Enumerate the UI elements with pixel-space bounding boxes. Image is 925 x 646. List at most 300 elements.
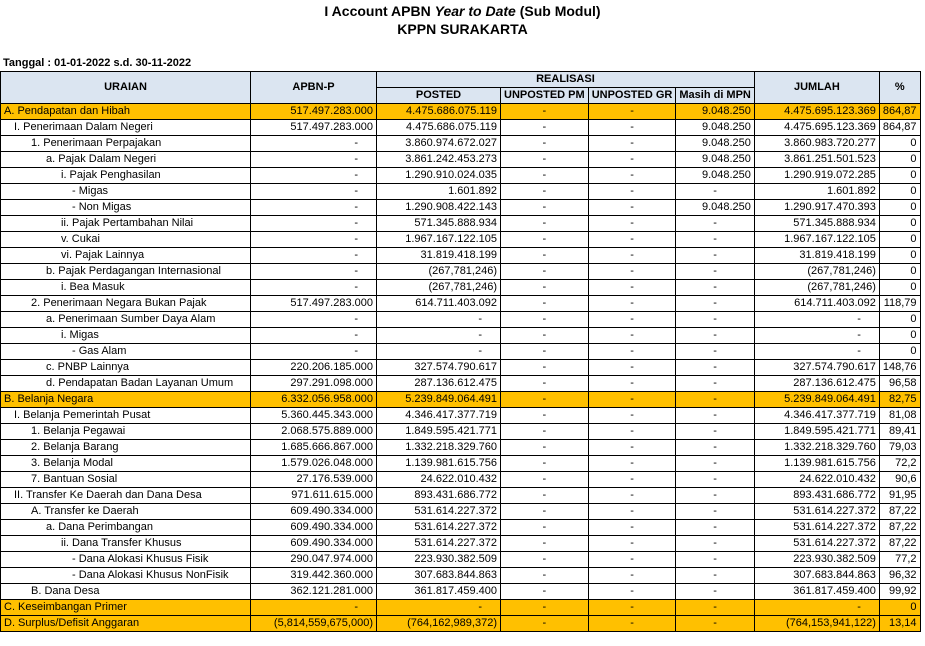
jumlah-cell: - — [754, 344, 879, 360]
unposted-gr-cell: - — [588, 376, 676, 392]
table-row — [1, 456, 921, 472]
row-label: - Migas — [1, 184, 251, 200]
apbn-cell: - — [251, 136, 377, 152]
table-row — [1, 216, 921, 232]
pct-cell: 864,87 — [879, 120, 920, 136]
masih-mpn-cell: 9.048.250 — [676, 152, 755, 168]
masih-mpn-cell: 9.048.250 — [676, 104, 755, 120]
masih-mpn-cell: - — [676, 360, 755, 376]
unposted-gr-cell: - — [588, 328, 676, 344]
row-label: a. Dana Perimbangan — [1, 520, 251, 536]
unposted-pm-cell: - — [501, 136, 589, 152]
jumlah-cell: 3.861.251.501.523 — [754, 152, 879, 168]
posted-cell: - — [377, 344, 501, 360]
masih-mpn-cell: - — [676, 216, 755, 232]
apbn-cell: 290.047.974.000 — [251, 552, 377, 568]
jumlah-cell: - — [754, 600, 879, 616]
unposted-pm-cell: - — [501, 408, 589, 424]
row-label: d. Pendapatan Badan Layanan Umum — [1, 376, 251, 392]
apbn-cell: - — [251, 152, 377, 168]
pct-cell: 0 — [879, 216, 920, 232]
masih-mpn-cell: - — [676, 184, 755, 200]
jumlah-cell: 327.574.790.617 — [754, 360, 879, 376]
masih-mpn-cell: - — [676, 296, 755, 312]
unposted-gr-cell: - — [588, 616, 676, 632]
row-label: A. Transfer ke Daerah — [1, 504, 251, 520]
unposted-pm-cell: - — [501, 552, 589, 568]
apbn-cell: 220.206.185.000 — [251, 360, 377, 376]
unposted-gr-cell: - — [588, 312, 676, 328]
masih-mpn-cell: - — [676, 280, 755, 296]
unposted-gr-cell: - — [588, 232, 676, 248]
unposted-gr-cell: - — [588, 200, 676, 216]
masih-mpn-cell: - — [676, 456, 755, 472]
masih-mpn-cell: - — [676, 504, 755, 520]
posted-cell: (764,162,989,372) — [377, 616, 501, 632]
posted-cell: 307.683.844.863 — [377, 568, 501, 584]
posted-cell: 1.290.908.422.143 — [377, 200, 501, 216]
header-unposted-pm: UNPOSTED PM — [501, 88, 589, 104]
unposted-gr-cell: - — [588, 296, 676, 312]
row-label: 1. Penerimaan Perpajakan — [1, 136, 251, 152]
posted-cell: 3.861.242.453.273 — [377, 152, 501, 168]
jumlah-cell: (764,153,941,122) — [754, 616, 879, 632]
apbn-cell: 609.490.334.000 — [251, 520, 377, 536]
row-label: i. Migas — [1, 328, 251, 344]
posted-cell: 1.290.910.024.035 — [377, 168, 501, 184]
jumlah-cell: 361.817.459.400 — [754, 584, 879, 600]
pct-cell: 90,6 — [879, 472, 920, 488]
unposted-pm-cell: - — [501, 280, 589, 296]
table-row — [1, 152, 921, 168]
jumlah-cell: 614.711.403.092 — [754, 296, 879, 312]
masih-mpn-cell: - — [676, 616, 755, 632]
unposted-pm-cell: - — [501, 472, 589, 488]
unposted-pm-cell: - — [501, 264, 589, 280]
apbn-cell: 517.497.283.000 — [251, 104, 377, 120]
posted-cell: 361.817.459.400 — [377, 584, 501, 600]
posted-cell: 1.849.595.421.771 — [377, 424, 501, 440]
pct-cell: 0 — [879, 248, 920, 264]
header-apbn: APBN-P — [251, 72, 377, 104]
unposted-gr-cell: - — [588, 456, 676, 472]
table-row — [1, 312, 921, 328]
table-row — [1, 440, 921, 456]
pct-cell: 0 — [879, 264, 920, 280]
masih-mpn-cell: - — [676, 600, 755, 616]
jumlah-cell: 223.930.382.509 — [754, 552, 879, 568]
jumlah-cell: (267,781,246) — [754, 280, 879, 296]
unposted-pm-cell: - — [501, 344, 589, 360]
apbn-cell: 1.579.026.048.000 — [251, 456, 377, 472]
table-row — [1, 600, 921, 616]
table-row — [1, 136, 921, 152]
posted-cell: 893.431.686.772 — [377, 488, 501, 504]
masih-mpn-cell: - — [676, 264, 755, 280]
row-label: B. Dana Desa — [1, 584, 251, 600]
row-label: I. Penerimaan Dalam Negeri — [1, 120, 251, 136]
pct-cell: 96,58 — [879, 376, 920, 392]
table-row — [1, 168, 921, 184]
jumlah-cell: 287.136.612.475 — [754, 376, 879, 392]
masih-mpn-cell: - — [676, 232, 755, 248]
unposted-gr-cell: - — [588, 280, 676, 296]
jumlah-cell: 4.475.695.123.369 — [754, 120, 879, 136]
row-label: B. Belanja Negara — [1, 392, 251, 408]
pct-cell: 0 — [879, 344, 920, 360]
apbn-cell: - — [251, 312, 377, 328]
pct-cell: 87,22 — [879, 536, 920, 552]
jumlah-cell: 307.683.844.863 — [754, 568, 879, 584]
posted-cell: 31.819.418.199 — [377, 248, 501, 264]
unposted-gr-cell: - — [588, 440, 676, 456]
apbn-cell: - — [251, 232, 377, 248]
table-row — [1, 344, 921, 360]
date-range: Tanggal : 01-01-2022 s.d. 30-11-2022 — [3, 57, 192, 69]
row-label: vi. Pajak Lainnya — [1, 248, 251, 264]
pct-cell: 0 — [879, 200, 920, 216]
apbn-cell: 6.332.056.958.000 — [251, 392, 377, 408]
apbn-cell: - — [251, 168, 377, 184]
pct-cell: 864,87 — [879, 104, 920, 120]
jumlah-cell: (267,781,246) — [754, 264, 879, 280]
unposted-gr-cell: - — [588, 568, 676, 584]
unposted-gr-cell: - — [588, 136, 676, 152]
table-row — [1, 280, 921, 296]
apbn-cell: 297.291.098.000 — [251, 376, 377, 392]
apbn-cell: 319.442.360.000 — [251, 568, 377, 584]
posted-cell: 1.601.892 — [377, 184, 501, 200]
row-label: - Dana Alokasi Khusus Fisik — [1, 552, 251, 568]
row-label: 2. Penerimaan Negara Bukan Pajak — [1, 296, 251, 312]
masih-mpn-cell: - — [676, 584, 755, 600]
table-row — [1, 408, 921, 424]
posted-cell: 531.614.227.372 — [377, 520, 501, 536]
apbn-cell: - — [251, 600, 377, 616]
unposted-pm-cell: - — [501, 520, 589, 536]
pct-cell: 91,95 — [879, 488, 920, 504]
masih-mpn-cell: - — [676, 472, 755, 488]
row-label: 1. Belanja Pegawai — [1, 424, 251, 440]
row-label: v. Cukai — [1, 232, 251, 248]
unposted-pm-cell: - — [501, 184, 589, 200]
unposted-pm-cell: - — [501, 568, 589, 584]
apbn-cell: 2.068.575.889.000 — [251, 424, 377, 440]
row-label: C. Keseimbangan Primer — [1, 600, 251, 616]
unposted-pm-cell: - — [501, 200, 589, 216]
header-uraian: URAIAN — [1, 72, 251, 104]
masih-mpn-cell: 9.048.250 — [676, 200, 755, 216]
apbn-cell: (5,814,559,675,000) — [251, 616, 377, 632]
apbn-cell: 517.497.283.000 — [251, 120, 377, 136]
posted-cell: 4.475.686.075.119 — [377, 104, 501, 120]
jumlah-cell: 1.601.892 — [754, 184, 879, 200]
row-label: - Non Migas — [1, 200, 251, 216]
masih-mpn-cell: - — [676, 312, 755, 328]
apbn-cell: 609.490.334.000 — [251, 504, 377, 520]
pct-cell: 72,2 — [879, 456, 920, 472]
posted-cell: (267,781,246) — [377, 264, 501, 280]
table-row — [1, 424, 921, 440]
unposted-gr-cell: - — [588, 536, 676, 552]
pct-cell: 118,79 — [879, 296, 920, 312]
jumlah-cell: 531.614.227.372 — [754, 536, 879, 552]
table-row — [1, 568, 921, 584]
row-label: 3. Belanja Modal — [1, 456, 251, 472]
pct-cell: 0 — [879, 168, 920, 184]
unposted-pm-cell: - — [501, 600, 589, 616]
apbn-cell: 5.360.445.343.000 — [251, 408, 377, 424]
apbn-cell: 1.685.666.867.000 — [251, 440, 377, 456]
table-row — [1, 248, 921, 264]
unposted-gr-cell: - — [588, 120, 676, 136]
row-label: I. Belanja Pemerintah Pusat — [1, 408, 251, 424]
header-jumlah: JUMLAH — [754, 72, 879, 104]
table-row — [1, 104, 921, 120]
masih-mpn-cell: 9.048.250 — [676, 168, 755, 184]
table-row — [1, 616, 921, 632]
posted-cell: 4.475.686.075.119 — [377, 120, 501, 136]
jumlah-cell: 5.239.849.064.491 — [754, 392, 879, 408]
posted-cell: - — [377, 312, 501, 328]
posted-cell: 327.574.790.617 — [377, 360, 501, 376]
report-title: I Account APBN Year to Date (Sub Modul) — [324, 3, 601, 19]
jumlah-cell: 1.332.218.329.760 — [754, 440, 879, 456]
masih-mpn-cell: - — [676, 520, 755, 536]
masih-mpn-cell: - — [676, 376, 755, 392]
posted-cell: 531.614.227.372 — [377, 536, 501, 552]
table-row — [1, 360, 921, 376]
apbn-cell: - — [251, 200, 377, 216]
unposted-gr-cell: - — [588, 504, 676, 520]
jumlah-cell: 31.819.418.199 — [754, 248, 879, 264]
masih-mpn-cell: - — [676, 344, 755, 360]
unposted-gr-cell: - — [588, 264, 676, 280]
unposted-gr-cell: - — [588, 424, 676, 440]
unposted-pm-cell: - — [501, 312, 589, 328]
pct-cell: 87,22 — [879, 504, 920, 520]
masih-mpn-cell: - — [676, 424, 755, 440]
unposted-gr-cell: - — [588, 520, 676, 536]
unposted-pm-cell: - — [501, 616, 589, 632]
pct-cell: 0 — [879, 152, 920, 168]
jumlah-cell: 1.967.167.122.105 — [754, 232, 879, 248]
table-row — [1, 488, 921, 504]
pct-cell: 0 — [879, 312, 920, 328]
posted-cell: 287.136.612.475 — [377, 376, 501, 392]
jumlah-cell: 1.849.595.421.771 — [754, 424, 879, 440]
pct-cell: 13,14 — [879, 616, 920, 632]
posted-cell: 531.614.227.372 — [377, 504, 501, 520]
apbn-cell: - — [251, 264, 377, 280]
pct-cell: 148,76 — [879, 360, 920, 376]
apbn-cell: 517.497.283.000 — [251, 296, 377, 312]
masih-mpn-cell: - — [676, 328, 755, 344]
row-label: ii. Dana Transfer Khusus — [1, 536, 251, 552]
header-posted: POSTED — [377, 88, 501, 104]
pct-cell: 82,75 — [879, 392, 920, 408]
unposted-pm-cell: - — [501, 152, 589, 168]
table-row — [1, 552, 921, 568]
masih-mpn-cell: - — [676, 248, 755, 264]
table-row — [1, 584, 921, 600]
posted-cell: (267,781,246) — [377, 280, 501, 296]
unposted-gr-cell: - — [588, 488, 676, 504]
posted-cell: 1.967.167.122.105 — [377, 232, 501, 248]
jumlah-cell: 4.346.417.377.719 — [754, 408, 879, 424]
row-label: II. Transfer Ke Daerah dan Dana Desa — [1, 488, 251, 504]
row-label: i. Pajak Penghasilan — [1, 168, 251, 184]
row-label: D. Surplus/Defisit Anggaran — [1, 616, 251, 632]
unposted-pm-cell: - — [501, 232, 589, 248]
apbn-cell: - — [251, 248, 377, 264]
unposted-pm-cell: - — [501, 376, 589, 392]
unposted-pm-cell: - — [501, 216, 589, 232]
unposted-pm-cell: - — [501, 536, 589, 552]
unposted-gr-cell: - — [588, 344, 676, 360]
jumlah-cell: 1.290.917.470.393 — [754, 200, 879, 216]
row-label: a. Pajak Dalam Negeri — [1, 152, 251, 168]
table-row — [1, 232, 921, 248]
unposted-pm-cell: - — [501, 392, 589, 408]
apbn-cell: - — [251, 344, 377, 360]
unposted-pm-cell: - — [501, 328, 589, 344]
pct-cell: 99,92 — [879, 584, 920, 600]
unposted-gr-cell: - — [588, 152, 676, 168]
pct-cell: 89,41 — [879, 424, 920, 440]
apbn-cell: - — [251, 328, 377, 344]
table-row — [1, 536, 921, 552]
pct-cell: 0 — [879, 600, 920, 616]
pct-cell: 81,08 — [879, 408, 920, 424]
apbn-cell: - — [251, 280, 377, 296]
pct-cell: 87,22 — [879, 520, 920, 536]
unposted-gr-cell: - — [588, 168, 676, 184]
unposted-gr-cell: - — [588, 184, 676, 200]
table-row — [1, 328, 921, 344]
masih-mpn-cell: - — [676, 488, 755, 504]
pct-cell: 96,32 — [879, 568, 920, 584]
apbn-cell: 971.611.615.000 — [251, 488, 377, 504]
unposted-gr-cell: - — [588, 392, 676, 408]
apbn-cell: 27.176.539.000 — [251, 472, 377, 488]
row-label: i. Bea Masuk — [1, 280, 251, 296]
unposted-pm-cell: - — [501, 248, 589, 264]
header-unposted-gr: UNPOSTED GR — [588, 88, 676, 104]
header-realisasi: REALISASI — [377, 72, 755, 88]
table-row — [1, 520, 921, 536]
row-label: a. Penerimaan Sumber Daya Alam — [1, 312, 251, 328]
unposted-pm-cell: - — [501, 488, 589, 504]
posted-cell: 571.345.888.934 — [377, 216, 501, 232]
masih-mpn-cell: - — [676, 392, 755, 408]
masih-mpn-cell: - — [676, 408, 755, 424]
unposted-gr-cell: - — [588, 248, 676, 264]
masih-mpn-cell: 9.048.250 — [676, 120, 755, 136]
masih-mpn-cell: - — [676, 552, 755, 568]
jumlah-cell: - — [754, 312, 879, 328]
unposted-pm-cell: - — [501, 168, 589, 184]
jumlah-cell: 1.139.981.615.756 — [754, 456, 879, 472]
unposted-gr-cell: - — [588, 104, 676, 120]
row-label: ii. Pajak Pertambahan Nilai — [1, 216, 251, 232]
masih-mpn-cell: - — [676, 440, 755, 456]
masih-mpn-cell: - — [676, 536, 755, 552]
row-label: - Gas Alam — [1, 344, 251, 360]
masih-mpn-cell: 9.048.250 — [676, 136, 755, 152]
posted-cell: 24.622.010.432 — [377, 472, 501, 488]
jumlah-cell: 531.614.227.372 — [754, 504, 879, 520]
unposted-gr-cell: - — [588, 472, 676, 488]
row-label: A. Pendapatan dan Hibah — [1, 104, 251, 120]
unposted-pm-cell: - — [501, 584, 589, 600]
unposted-pm-cell: - — [501, 456, 589, 472]
report-subtitle: KPPN SURAKARTA — [397, 21, 528, 37]
pct-cell: 0 — [879, 136, 920, 152]
header-pct: % — [879, 72, 920, 104]
jumlah-cell: 3.860.983.720.277 — [754, 136, 879, 152]
table-row — [1, 200, 921, 216]
unposted-gr-cell: - — [588, 600, 676, 616]
apbn-cell: - — [251, 184, 377, 200]
table-row — [1, 184, 921, 200]
table-row — [1, 392, 921, 408]
table-row — [1, 472, 921, 488]
posted-cell: 5.239.849.064.491 — [377, 392, 501, 408]
unposted-pm-cell: - — [501, 104, 589, 120]
jumlah-cell: - — [754, 328, 879, 344]
pct-cell: 0 — [879, 184, 920, 200]
unposted-pm-cell: - — [501, 120, 589, 136]
table-row — [1, 376, 921, 392]
posted-cell: - — [377, 328, 501, 344]
posted-cell: 4.346.417.377.719 — [377, 408, 501, 424]
posted-cell: 1.332.218.329.760 — [377, 440, 501, 456]
table-row — [1, 264, 921, 280]
table-row — [1, 296, 921, 312]
pct-cell: 0 — [879, 232, 920, 248]
unposted-gr-cell: - — [588, 584, 676, 600]
unposted-gr-cell: - — [588, 408, 676, 424]
row-label: 2. Belanja Barang — [1, 440, 251, 456]
apbn-cell: 362.121.281.000 — [251, 584, 377, 600]
apbn-cell: 609.490.334.000 — [251, 536, 377, 552]
pct-cell: 77,2 — [879, 552, 920, 568]
pct-cell: 0 — [879, 280, 920, 296]
unposted-pm-cell: - — [501, 424, 589, 440]
posted-cell: 223.930.382.509 — [377, 552, 501, 568]
unposted-gr-cell: - — [588, 360, 676, 376]
jumlah-cell: 893.431.686.772 — [754, 488, 879, 504]
unposted-pm-cell: - — [501, 360, 589, 376]
unposted-gr-cell: - — [588, 216, 676, 232]
unposted-pm-cell: - — [501, 440, 589, 456]
unposted-pm-cell: - — [501, 504, 589, 520]
pct-cell: 0 — [879, 328, 920, 344]
jumlah-cell: 571.345.888.934 — [754, 216, 879, 232]
posted-cell: 1.139.981.615.756 — [377, 456, 501, 472]
jumlah-cell: 24.622.010.432 — [754, 472, 879, 488]
unposted-pm-cell: - — [501, 296, 589, 312]
masih-mpn-cell: - — [676, 568, 755, 584]
table-row — [1, 120, 921, 136]
jumlah-cell: 531.614.227.372 — [754, 520, 879, 536]
posted-cell: 614.711.403.092 — [377, 296, 501, 312]
jumlah-cell: 1.290.919.072.285 — [754, 168, 879, 184]
unposted-gr-cell: - — [588, 552, 676, 568]
posted-cell: 3.860.974.672.027 — [377, 136, 501, 152]
table-row — [1, 504, 921, 520]
